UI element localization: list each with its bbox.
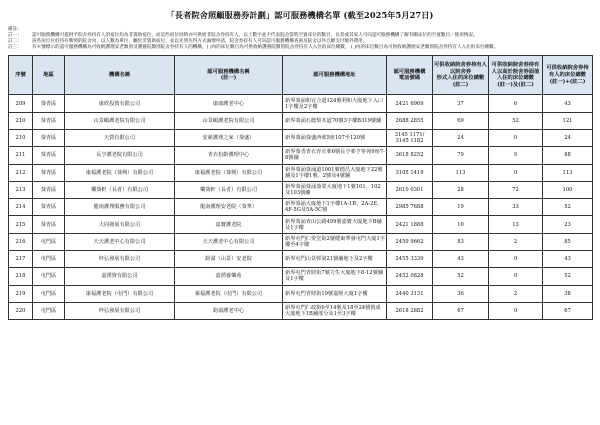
cell-voucher-places: 36 <box>433 285 489 302</box>
cell-serial: 216 <box>9 233 33 250</box>
cell-voucher-places: 43 <box>433 251 489 268</box>
note-text: 該些床位位於持有牌照的院舍內，以人數為單位，屬於非資助宿位，並以先到先得方式處理申請，院舍券持有人可向認可服務機構查詢及院舍以外自願支付額外費用。 <box>32 39 368 45</box>
cell-address: 新界葵涌葵盛西邨5座107至120號 <box>283 129 387 146</box>
cell-serial: 218 <box>9 268 33 285</box>
cell-above-value-places: 52 <box>489 112 543 129</box>
cell-serial: 210 <box>9 112 33 129</box>
cell-address: 新界葵涌石蔭梨木道70號3字樓B319號舖 <box>283 112 387 129</box>
table-row <box>9 199 593 216</box>
cell-organisation: 嘉湧資有限公司 <box>65 268 175 285</box>
cell-voucher-places: 83 <box>433 233 489 250</box>
cell-above-value-places: 6 <box>489 95 543 112</box>
cell-serial: 214 <box>9 199 33 216</box>
table-row <box>9 285 593 302</box>
cell-total-places: 52 <box>543 268 593 285</box>
cell-total-places: 113 <box>543 164 593 181</box>
cell-phone: 2455 3339 <box>387 251 433 268</box>
cell-total-places: 85 <box>543 233 593 250</box>
table-row <box>9 147 593 164</box>
cell-voucher-places: 10 <box>433 216 489 233</box>
cell-organisation: 長亨護老院有限公司 <box>65 147 175 164</box>
cell-total-places: 52 <box>543 199 593 216</box>
remarks-label: 備註: <box>8 27 19 32</box>
cell-voucher-places: 28 <box>433 181 489 198</box>
cell-phone: 2452 0828 <box>387 268 433 285</box>
cell-total-places: 24 <box>543 129 593 146</box>
cell-address: 新界屯門仁愛堂街2號健東華發屯門大廈1字樓至4字樓 <box>283 233 387 250</box>
cell-above-value-places: 72 <box>489 181 543 198</box>
cell-above-value-places: 0 <box>489 268 543 285</box>
cell-district: 葵青區 <box>33 164 65 181</box>
cell-district: 葵青區 <box>33 95 65 112</box>
note-label: 註二： <box>8 39 22 45</box>
cell-service-provider: 山景頤護老院有限公司 <box>175 112 283 129</box>
cell-above-value-places: 2 <box>489 285 543 302</box>
cell-organisation: 大同發展有限公司 <box>65 216 175 233</box>
cell-total-places: 67 <box>543 302 593 319</box>
cell-serial: 220 <box>9 302 33 319</box>
cell-total-places: 43 <box>543 95 593 112</box>
cell-phone: 2618 2882 <box>387 302 433 319</box>
cell-district: 葵青區 <box>33 129 65 146</box>
cell-address: 新界葵涌葵涌葵榮大廈地下1號101、102及103號舖 <box>283 181 387 198</box>
cell-organisation: 康福護老院（屯門）有限公司 <box>65 285 175 302</box>
cell-serial: 215 <box>9 216 33 233</box>
cell-service-provider: 天天護老中心有限公司 <box>175 233 283 250</box>
cell-phone: 2421 6969 <box>387 95 433 112</box>
cell-organisation: 梓弘發展有限公司 <box>65 302 175 319</box>
cell-district: 葵青區 <box>33 181 65 198</box>
cell-voucher-places: 67 <box>433 302 489 319</box>
cell-address: 新界屯門青財街19號嘉熙大廈1字樓 <box>283 285 387 302</box>
cell-address: 新界葵青青衣青衣邨6號長亨邨亨寧苑9座7-8號舖 <box>283 147 387 164</box>
cell-total-places: 23 <box>543 216 593 233</box>
cell-address: 新界葵涌葵涌道1001號德昌大廈地下22號舖及1字樓1號、2號及4號舖 <box>283 164 387 181</box>
cell-voucher-places: 79 <box>433 147 489 164</box>
cell-serial: 212 <box>9 164 33 181</box>
cell-phone: 2440 3131 <box>387 285 433 302</box>
table-row <box>9 251 593 268</box>
cell-organisation: 康欣投資有限公司 <box>65 95 175 112</box>
cell-voucher-places: 113 <box>433 164 489 181</box>
cell-service-provider: 康康護老中心 <box>175 95 283 112</box>
header-district: 地區 <box>33 56 65 95</box>
cell-phone: 3145 1171/ 3145 1182 <box>387 129 433 146</box>
cell-voucher-places: 52 <box>433 268 489 285</box>
cell-district: 屯門區 <box>33 268 65 285</box>
cell-service-provider: 鈞溢（山景）安老院 <box>175 251 283 268</box>
table-row <box>9 129 593 146</box>
cell-district: 屯門區 <box>33 233 65 250</box>
cell-service-provider: 安慈護理之家（葵盛） <box>175 129 283 146</box>
cell-organisation: 康福護老院（葵興）有限公司 <box>65 164 175 181</box>
cell-address: 新界葵涌青山公路499號嘉寶大廈地下B舖及1字樓 <box>283 216 387 233</box>
cell-voucher-places: 69 <box>433 112 489 129</box>
cell-address: 新界葵涌和宜合道124號利和大廈地下入口1字樓及2字樓 <box>283 95 387 112</box>
header-above-value-places: 可供收納院舍券持有人以高於院舍券面值入住的床位總數 (註一)及(註二) <box>489 56 543 95</box>
note-label: 註一： <box>8 33 22 39</box>
table-row <box>9 181 593 198</box>
cell-total-places: 43 <box>543 251 593 268</box>
cell-organisation: 梓弘發展有限公司 <box>65 251 175 268</box>
cell-phone: 2610 0301 <box>387 181 433 198</box>
cell-voucher-places: 37 <box>433 95 489 112</box>
cell-district: 屯門區 <box>33 302 65 319</box>
cell-address: 新界屯門仁政街6至14號及18至24號慎成大廈地下1B舖部分及1至3字樓 <box>283 302 387 319</box>
cell-total-places: 88 <box>543 147 593 164</box>
cell-organisation: 樂葵軒（長者）有限公司 <box>65 181 175 198</box>
cell-service-provider: 青衣松齡護理中心 <box>175 147 283 164</box>
cell-total-places: 121 <box>543 112 593 129</box>
cell-above-value-places: 2 <box>489 233 543 250</box>
notes-section <box>8 27 592 51</box>
cell-above-value-places: 9 <box>489 147 543 164</box>
header-voucher-places: 可供收納院舍券持有人以院舍券 形式入住的床位總數 (註二) <box>433 56 489 95</box>
note-text: 認可服務機構可提供予院舍券持有人的宿位均為非資助宿位，而這些宿位同時亦可供給非院舍券持有人，以上數字並不代表院舍當時空置床位的數目，長者或其家人可向認可服務機構了解有關床位的空置數目／使用情況。 <box>32 33 478 39</box>
cell-above-value-places: 0 <box>489 251 543 268</box>
cell-serial: 209 <box>9 95 33 112</box>
cell-district: 葵青區 <box>33 147 65 164</box>
table-header-row <box>9 56 593 95</box>
cell-voucher-places: 19 <box>433 199 489 216</box>
cell-address: 新界葵涌大廈地下1字樓1A-1B、2A-2E、4F-5G及5A-5C號 <box>283 199 387 216</box>
cell-organisation: 天天護老中心有限公司 <box>65 233 175 250</box>
cell-phone: 2459 9662 <box>387 233 433 250</box>
cell-serial: 217 <box>9 251 33 268</box>
cell-service-provider: 康福護老院（葵興）有限公司 <box>175 164 283 181</box>
header-phone: 認可服務機構 電話號碼 <box>387 56 433 95</box>
cell-serial: 213 <box>9 181 33 198</box>
table-row <box>9 112 593 129</box>
cell-phone: 2985 7688 <box>387 199 433 216</box>
cell-voucher-places: 24 <box>433 129 489 146</box>
table-row <box>9 164 593 181</box>
cell-total-places: 100 <box>543 181 593 198</box>
note-3 <box>8 45 592 51</box>
cell-above-value-places: 13 <box>489 216 543 233</box>
cell-organisation: 天賀有限公司 <box>65 129 175 146</box>
cell-district: 葵青區 <box>33 216 65 233</box>
cell-phone: 3105 1419 <box>387 164 433 181</box>
cell-organisation: 龍南護理服務有限公司 <box>65 199 175 216</box>
cell-phone: 3618 8252 <box>387 147 433 164</box>
header-organisation: 機構名稱 <box>65 56 175 95</box>
cell-district: 葵青區 <box>33 112 65 129</box>
cell-above-value-places: 0 <box>489 302 543 319</box>
header-total-places: 可供收納院舍券持有人的床位總數 (註一)+(註二) <box>543 56 593 95</box>
cell-district: 屯門區 <box>33 285 65 302</box>
cell-serial: 211 <box>9 147 33 164</box>
table-row <box>9 95 593 112</box>
cell-serial: 210 <box>9 129 33 146</box>
cell-district: 屯門區 <box>33 251 65 268</box>
table-row <box>9 302 593 319</box>
cell-total-places: 38 <box>543 285 593 302</box>
cell-address: 新界屯門山景邨第21號舖地下及2字樓 <box>283 251 387 268</box>
institutions-table <box>8 55 593 320</box>
header-service-provider: 認可服務機構名稱 (註一) <box>175 56 283 95</box>
cell-district: 葵青區 <box>33 199 65 216</box>
table-body <box>9 95 593 320</box>
cell-service-provider: 樂葵軒（長者）有限公司 <box>175 181 283 198</box>
page-title: 「長者院舍照顧服務券計劃」認可服務機構名單 (截至2025年5月27日) <box>166 10 434 20</box>
cell-organisation: 山景頤護老院有限公司 <box>65 112 175 129</box>
cell-service-provider: 嘉寶護老院 <box>175 216 283 233</box>
table-row <box>9 268 593 285</box>
note-text: 有＊號標示的認可服務機構為可收納護理安老類別及護養院類別院舍券持有人的機構，( )內的床位數目為可供收納護養院類別院舍券持有人入住的床位總數， ( )內的床位數目為可供收納護理安老類別院舍券持有人入住的床位總數。 <box>32 45 499 51</box>
cell-phone: 2688 2855 <box>387 112 433 129</box>
cell-serial: 219 <box>9 285 33 302</box>
cell-above-value-places: 0 <box>489 129 543 146</box>
cell-phone: 2421 1888 <box>387 216 433 233</box>
header-serial: 序號 <box>9 56 33 95</box>
cell-above-value-places: 0 <box>489 164 543 181</box>
cell-above-value-places: 33 <box>489 199 543 216</box>
table-row <box>9 216 593 233</box>
cell-service-provider: 萊福護老院（屯門）有限公司 <box>175 285 283 302</box>
cell-address: 新界屯門青財街7號力生大廈地下8-12號舖及1字樓 <box>283 268 387 285</box>
note-label: 註三： <box>8 45 22 51</box>
cell-service-provider: 嘉湧養樂苑 <box>175 268 283 285</box>
cell-service-provider: 鈞溢護老中心 <box>175 302 283 319</box>
table-row <box>9 233 593 250</box>
header-address: 認可服務機構地址 <box>283 56 387 95</box>
cell-service-provider: 龍南護理安老院（葵華） <box>175 199 283 216</box>
